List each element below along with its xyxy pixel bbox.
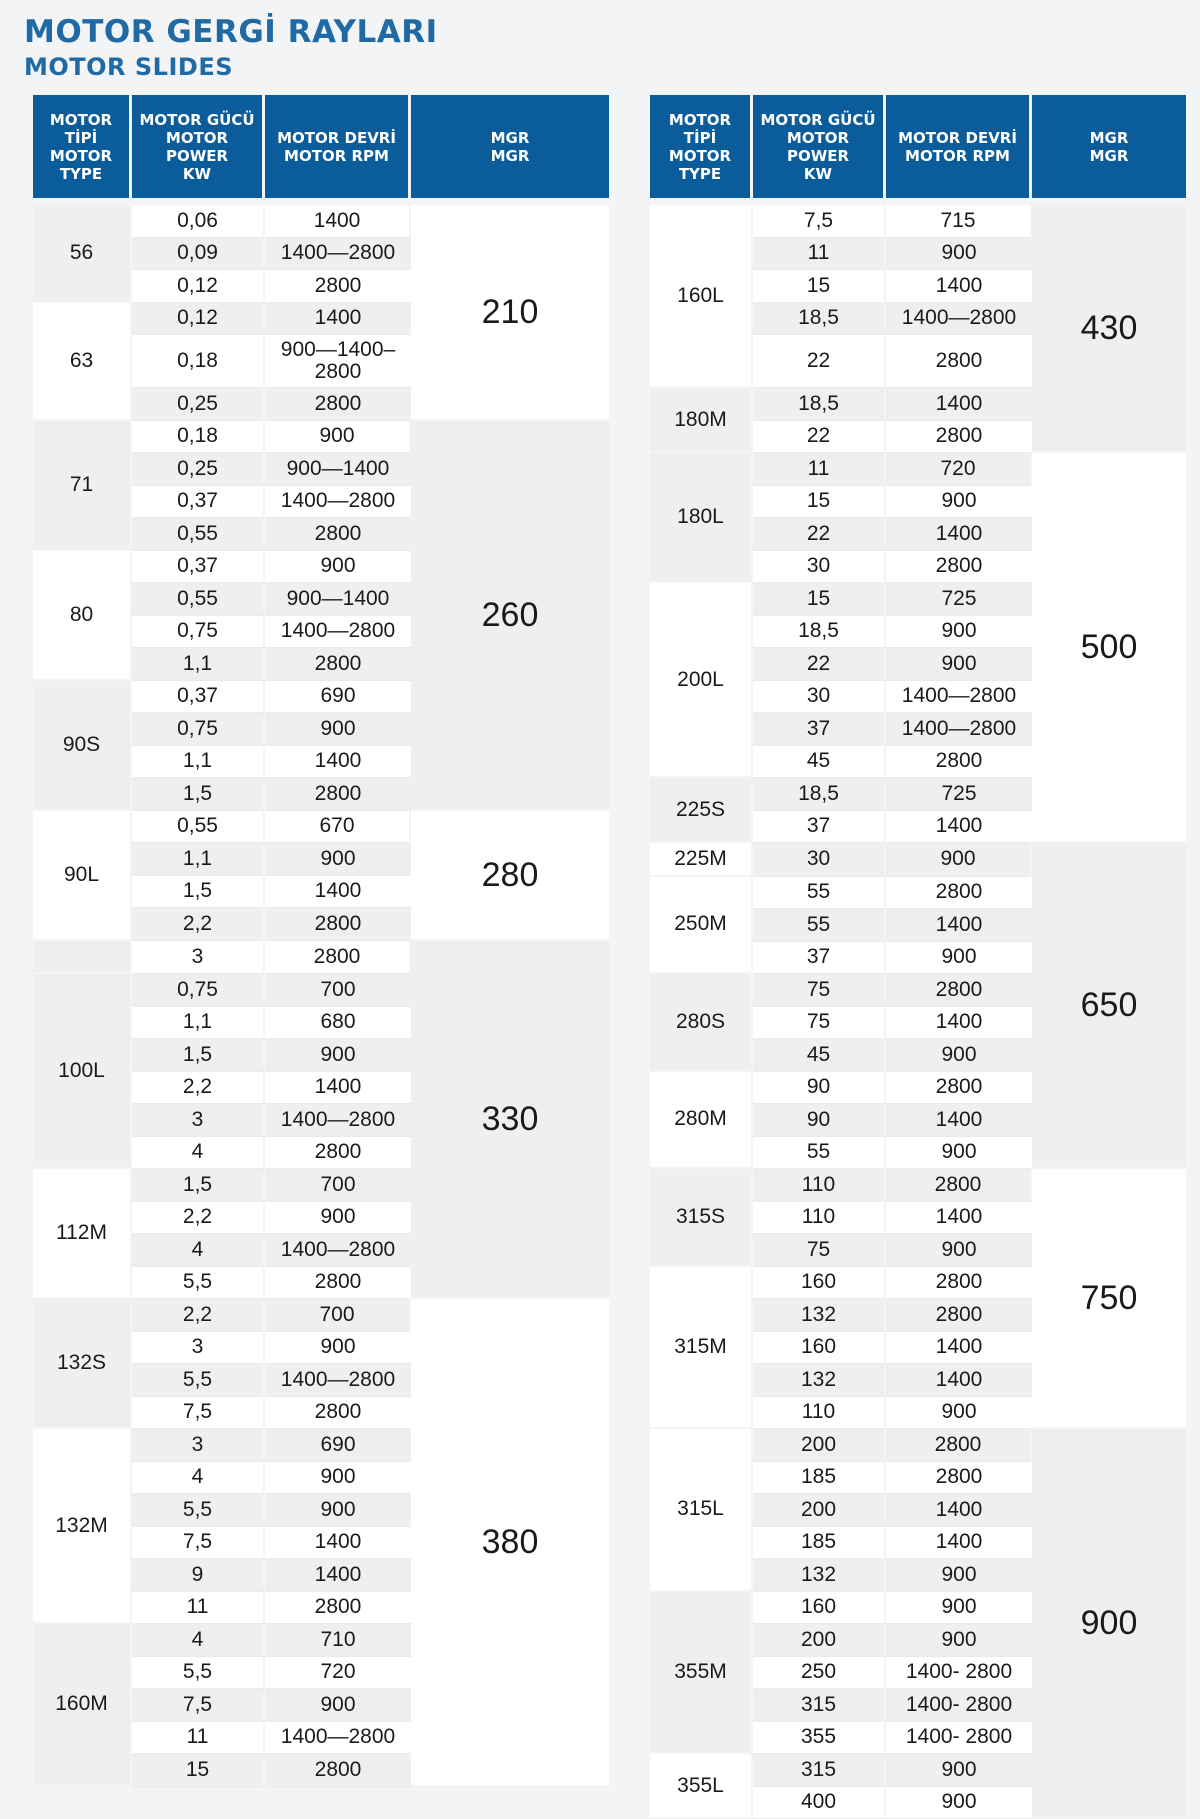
motor-type-cell: 355L — [650, 1754, 753, 1819]
motor-power-cell: 200 — [753, 1494, 886, 1527]
motor-rpm-cell: 700 — [265, 1299, 411, 1332]
motor-rpm-cell: 700 — [265, 974, 411, 1007]
motor-type-cell: 180L — [650, 453, 753, 583]
motor-rpm-cell: 715 — [886, 205, 1032, 238]
motor-type-cell: 200L — [650, 583, 753, 778]
motor-power-cell: 0,75 — [132, 616, 265, 649]
motor-rpm-cell: 900 — [265, 1689, 411, 1722]
motor-power-cell: 11 — [753, 453, 886, 486]
motor-type-cell: 90S — [33, 681, 132, 811]
mgr-cell: 330 — [411, 941, 609, 1300]
motor-rpm-cell: 2800 — [265, 388, 411, 421]
motor-power-cell: 0,18 — [132, 335, 265, 388]
mgr-cell: 430 — [1032, 205, 1186, 453]
motor-power-cell: 400 — [753, 1787, 886, 1819]
motor-power-cell: 22 — [753, 648, 886, 681]
motor-power-cell: 75 — [753, 974, 886, 1007]
motor-power-cell: 1,1 — [132, 1007, 265, 1040]
motor-rpm-cell: 2800 — [265, 1754, 411, 1787]
motor-power-cell: 11 — [753, 238, 886, 271]
motor-rpm-cell: 2800 — [265, 1397, 411, 1430]
motor-rpm-cell: 2800 — [886, 551, 1032, 584]
motor-rpm-cell: 2800 — [265, 908, 411, 941]
motor-power-cell: 22 — [753, 421, 886, 454]
motor-rpm-cell: 900—1400– 2800 — [265, 335, 411, 388]
motor-rpm-cell: 1400—2800 — [265, 1234, 411, 1267]
motor-power-cell: 5,5 — [132, 1364, 265, 1397]
motor-rpm-cell: 900 — [886, 942, 1032, 975]
motor-rpm-cell: 900 — [886, 648, 1032, 681]
motor-power-cell: 0,12 — [132, 303, 265, 336]
motor-rpm-cell: 900 — [886, 1787, 1032, 1819]
motor-power-cell: 37 — [753, 811, 886, 844]
motor-power-cell: 30 — [753, 681, 886, 714]
motor-rpm-cell: 1400—2800 — [886, 713, 1032, 746]
motor-power-cell: 7,5 — [753, 205, 886, 238]
motor-rpm-cell: 2800 — [265, 648, 411, 681]
page-title: MOTOR GERGİ RAYLARI — [24, 14, 438, 50]
motor-type-cell: 315L — [650, 1429, 753, 1592]
table-row — [650, 843, 1186, 877]
motor-rpm-cell: 900—1400 — [265, 453, 411, 486]
motor-rpm-cell: 2800 — [265, 1592, 411, 1625]
mgr-cell: 500 — [1032, 453, 1186, 843]
table-row — [33, 941, 609, 975]
motor-type-cell: 132M — [33, 1429, 132, 1624]
page-subtitle: MOTOR SLIDES — [24, 53, 233, 81]
motor-rpm-cell: 1400 — [265, 205, 411, 238]
motor-type-cell: 315M — [650, 1267, 753, 1430]
motor-type-cell: 355M — [650, 1592, 753, 1755]
motor-type-cell: 280S — [650, 974, 753, 1072]
motor-power-cell: 75 — [753, 1007, 886, 1040]
motor-type-cell: 160M — [33, 1624, 132, 1787]
motor-power-cell: 132 — [753, 1364, 886, 1397]
motor-power-cell: 315 — [753, 1754, 886, 1787]
motor-rpm-cell: 900 — [265, 421, 411, 454]
motor-power-cell: 1,5 — [132, 778, 265, 811]
motor-rpm-cell: 2800 — [886, 877, 1032, 910]
motor-power-cell: 30 — [753, 843, 886, 877]
header-motor-type: MOTOR TİPİ MOTOR TYPE — [650, 95, 753, 198]
motor-power-cell: 1,5 — [132, 876, 265, 909]
motor-power-cell: 9 — [132, 1559, 265, 1592]
motor-rpm-cell: 720 — [265, 1657, 411, 1690]
motor-rpm-cell: 1400—2800 — [265, 1364, 411, 1397]
motor-power-cell: 200 — [753, 1429, 886, 1462]
motor-power-cell: 37 — [753, 713, 886, 746]
motor-rpm-cell: 690 — [265, 681, 411, 714]
motor-power-cell: 11 — [132, 1722, 265, 1755]
mgr-cell: 260 — [411, 421, 609, 811]
motor-rpm-cell: 725 — [886, 778, 1032, 811]
motor-power-cell: 315 — [753, 1689, 886, 1722]
motor-rpm-cell: 2800 — [886, 1462, 1032, 1495]
mgr-cell: 750 — [1032, 1169, 1186, 1429]
motor-power-cell: 4 — [132, 1137, 265, 1170]
motor-power-cell: 0,55 — [132, 518, 265, 551]
motor-power-cell: 0,25 — [132, 388, 265, 421]
header-mgr: MGR MGR — [411, 95, 609, 198]
motor-power-cell: 90 — [753, 1072, 886, 1105]
motor-rpm-cell: 1400 — [886, 1202, 1032, 1235]
motor-power-cell: 3 — [132, 941, 265, 975]
motor-rpm-cell: 1400 — [265, 1527, 411, 1560]
motor-power-cell: 22 — [753, 335, 886, 388]
motor-power-cell: 110 — [753, 1202, 886, 1235]
motor-slides-table-left — [33, 95, 609, 1787]
motor-rpm-cell: 1400- 2800 — [886, 1722, 1032, 1755]
motor-power-cell: 15 — [753, 486, 886, 519]
motor-power-cell: 2,2 — [132, 1072, 265, 1105]
motor-power-cell: 15 — [753, 270, 886, 303]
motor-power-cell: 18,5 — [753, 388, 886, 421]
motor-rpm-cell: 720 — [886, 453, 1032, 486]
motor-power-cell: 0,37 — [132, 486, 265, 519]
motor-power-cell: 5,5 — [132, 1494, 265, 1527]
motor-rpm-cell: 2800 — [886, 335, 1032, 388]
motor-power-cell: 5,5 — [132, 1267, 265, 1300]
motor-power-cell: 0,25 — [132, 453, 265, 486]
motor-rpm-cell: 900 — [265, 1462, 411, 1495]
motor-type-cell: 56 — [33, 205, 132, 303]
motor-type-cell: 280M — [650, 1072, 753, 1170]
motor-type-cell: 225M — [650, 843, 753, 877]
motor-rpm-cell: 900 — [265, 713, 411, 746]
motor-power-cell: 110 — [753, 1397, 886, 1430]
motor-type-cell: 63 — [33, 303, 132, 421]
motor-power-cell: 55 — [753, 1137, 886, 1170]
motor-type-cell: 80 — [33, 551, 132, 681]
motor-power-cell: 185 — [753, 1462, 886, 1495]
motor-rpm-cell: 1400 — [886, 1364, 1032, 1397]
motor-rpm-cell: 900 — [886, 1397, 1032, 1430]
motor-rpm-cell: 670 — [265, 811, 411, 844]
mgr-cell: 210 — [411, 205, 609, 421]
motor-rpm-cell: 1400 — [886, 1332, 1032, 1365]
motor-rpm-cell: 900 — [886, 486, 1032, 519]
motor-rpm-cell: 710 — [265, 1624, 411, 1657]
motor-rpm-cell: 1400 — [886, 518, 1032, 551]
motor-power-cell: 0,37 — [132, 681, 265, 714]
motor-rpm-cell: 900 — [265, 1494, 411, 1527]
motor-rpm-cell: 2800 — [886, 1169, 1032, 1202]
motor-rpm-cell: 900 — [886, 238, 1032, 271]
motor-power-cell: 0,12 — [132, 270, 265, 303]
motor-type-cell: 100L — [33, 974, 132, 1169]
motor-power-cell: 185 — [753, 1527, 886, 1560]
motor-power-cell: 3 — [132, 1429, 265, 1462]
motor-rpm-cell: 2800 — [265, 270, 411, 303]
motor-rpm-cell: 725 — [886, 583, 1032, 616]
motor-power-cell: 250 — [753, 1657, 886, 1690]
motor-power-cell: 1,1 — [132, 843, 265, 876]
motor-power-cell: 30 — [753, 551, 886, 584]
motor-rpm-cell: 1400 — [886, 1527, 1032, 1560]
motor-rpm-cell: 900 — [886, 1624, 1032, 1657]
motor-rpm-cell: 1400 — [886, 388, 1032, 421]
table-row — [33, 811, 609, 844]
motor-rpm-cell: 900 — [265, 1202, 411, 1235]
motor-rpm-cell: 900 — [886, 1592, 1032, 1625]
header-motor-type: MOTOR TİPİ MOTOR TYPE — [33, 95, 132, 198]
motor-rpm-cell: 900 — [265, 843, 411, 876]
motor-power-cell: 1,5 — [132, 1169, 265, 1202]
table-row — [33, 205, 609, 238]
motor-rpm-cell: 1400 — [265, 1559, 411, 1592]
motor-rpm-cell: 1400—2800 — [886, 681, 1032, 714]
motor-type-cell: 160L — [650, 205, 753, 388]
motor-rpm-cell: 1400 — [886, 909, 1032, 942]
motor-power-cell: 3 — [132, 1332, 265, 1365]
motor-power-cell: 4 — [132, 1234, 265, 1267]
table-row — [650, 205, 1186, 238]
motor-power-cell: 18,5 — [753, 303, 886, 336]
mgr-cell: 280 — [411, 811, 609, 941]
motor-rpm-cell: 680 — [265, 1007, 411, 1040]
motor-power-cell: 0,06 — [132, 205, 265, 238]
table-row — [33, 421, 609, 454]
motor-power-cell: 0,75 — [132, 713, 265, 746]
motor-power-cell: 2,2 — [132, 1299, 265, 1332]
motor-power-cell: 0,18 — [132, 421, 265, 454]
motor-power-cell: 4 — [132, 1462, 265, 1495]
motor-rpm-cell: 690 — [265, 1429, 411, 1462]
motor-rpm-cell: 2800 — [886, 1429, 1032, 1462]
motor-power-cell: 132 — [753, 1559, 886, 1592]
motor-rpm-cell: 1400 — [886, 811, 1032, 844]
motor-power-cell: 0,37 — [132, 551, 265, 584]
motor-slides-table-right — [650, 95, 1186, 1819]
motor-rpm-cell: 900 — [265, 1039, 411, 1072]
motor-type-cell: 180M — [650, 388, 753, 453]
motor-power-cell: 4 — [132, 1624, 265, 1657]
motor-rpm-cell: 2800 — [886, 974, 1032, 1007]
motor-power-cell: 132 — [753, 1299, 886, 1332]
table-row — [650, 453, 1186, 486]
motor-power-cell: 55 — [753, 877, 886, 910]
motor-type-cell: 132S — [33, 1299, 132, 1429]
motor-rpm-cell: 2800 — [265, 518, 411, 551]
motor-power-cell: 7,5 — [132, 1397, 265, 1430]
motor-power-cell: 22 — [753, 518, 886, 551]
motor-power-cell: 2,2 — [132, 1202, 265, 1235]
motor-rpm-cell: 1400- 2800 — [886, 1657, 1032, 1690]
motor-type-cell: 315S — [650, 1169, 753, 1267]
motor-rpm-cell: 2800 — [886, 1072, 1032, 1105]
motor-power-cell: 0,75 — [132, 974, 265, 1007]
motor-power-cell: 45 — [753, 1039, 886, 1072]
motor-power-cell: 45 — [753, 746, 886, 779]
motor-rpm-cell: 1400 — [265, 303, 411, 336]
motor-rpm-cell: 900 — [886, 1754, 1032, 1787]
motor-power-cell: 75 — [753, 1234, 886, 1267]
motor-rpm-cell: 1400—2800 — [265, 238, 411, 271]
motor-rpm-cell: 1400—2800 — [265, 616, 411, 649]
motor-power-cell: 110 — [753, 1169, 886, 1202]
motor-rpm-cell: 1400 — [265, 746, 411, 779]
motor-rpm-cell: 1400 — [886, 1104, 1032, 1137]
motor-rpm-cell: 2800 — [265, 941, 411, 975]
motor-power-cell: 5,5 — [132, 1657, 265, 1690]
motor-power-cell: 1,1 — [132, 746, 265, 779]
header-mgr: MGR MGR — [1032, 95, 1186, 198]
motor-rpm-cell: 2800 — [886, 746, 1032, 779]
motor-rpm-cell: 1400—2800 — [265, 1104, 411, 1137]
motor-type-cell: 71 — [33, 421, 132, 551]
motor-rpm-cell: 1400—2800 — [886, 303, 1032, 336]
motor-type-cell — [33, 941, 132, 975]
motor-rpm-cell: 1400 — [886, 1494, 1032, 1527]
motor-power-cell: 1,1 — [132, 648, 265, 681]
motor-power-cell: 0,55 — [132, 811, 265, 844]
mgr-cell: 380 — [411, 1299, 609, 1787]
motor-rpm-cell: 1400 — [265, 876, 411, 909]
motor-rpm-cell: 2800 — [886, 1299, 1032, 1332]
motor-rpm-cell: 900 — [886, 1234, 1032, 1267]
table-row — [33, 1299, 609, 1332]
motor-type-cell: 225S — [650, 778, 753, 843]
motor-rpm-cell: 1400—2800 — [265, 486, 411, 519]
table-row — [650, 1429, 1186, 1462]
motor-power-cell: 55 — [753, 909, 886, 942]
motor-type-cell: 112M — [33, 1169, 132, 1299]
motor-power-cell: 3 — [132, 1104, 265, 1137]
motor-rpm-cell: 2800 — [265, 778, 411, 811]
header-motor-rpm: MOTOR DEVRİ MOTOR RPM — [265, 95, 411, 198]
motor-power-cell: 160 — [753, 1592, 886, 1625]
motor-rpm-cell: 700 — [265, 1169, 411, 1202]
motor-power-cell: 1,5 — [132, 1039, 265, 1072]
motor-power-cell: 18,5 — [753, 778, 886, 811]
motor-power-cell: 355 — [753, 1722, 886, 1755]
motor-rpm-cell: 900 — [886, 843, 1032, 877]
table-row — [650, 1169, 1186, 1202]
motor-rpm-cell: 1400 — [886, 1007, 1032, 1040]
motor-power-cell: 15 — [132, 1754, 265, 1787]
motor-rpm-cell: 900 — [886, 1137, 1032, 1170]
mgr-cell: 650 — [1032, 843, 1186, 1169]
motor-power-cell: 15 — [753, 583, 886, 616]
motor-power-cell: 0,09 — [132, 238, 265, 271]
motor-rpm-cell: 900 — [886, 1039, 1032, 1072]
motor-power-cell: 2,2 — [132, 908, 265, 941]
motor-power-cell: 18,5 — [753, 616, 886, 649]
motor-power-cell: 90 — [753, 1104, 886, 1137]
motor-power-cell: 200 — [753, 1624, 886, 1657]
mgr-cell: 900 — [1032, 1429, 1186, 1819]
motor-rpm-cell: 900 — [265, 1332, 411, 1365]
motor-power-cell: 0,55 — [132, 583, 265, 616]
motor-rpm-cell: 900 — [886, 1559, 1032, 1592]
motor-power-cell: 11 — [132, 1592, 265, 1625]
motor-power-cell: 7,5 — [132, 1527, 265, 1560]
motor-rpm-cell: 2800 — [265, 1267, 411, 1300]
header-motor-rpm: MOTOR DEVRİ MOTOR RPM — [886, 95, 1032, 198]
motor-rpm-cell: 1400 — [886, 270, 1032, 303]
motor-type-cell: 90L — [33, 811, 132, 941]
motor-power-cell: 160 — [753, 1267, 886, 1300]
motor-rpm-cell: 2800 — [886, 1267, 1032, 1300]
motor-rpm-cell: 2800 — [886, 421, 1032, 454]
motor-power-cell: 160 — [753, 1332, 886, 1365]
header-motor-power: MOTOR GÜCÜ MOTOR POWER KW — [753, 95, 886, 198]
motor-power-cell: 37 — [753, 942, 886, 975]
motor-power-cell: 7,5 — [132, 1689, 265, 1722]
motor-type-cell: 250M — [650, 877, 753, 975]
motor-rpm-cell: 900—1400 — [265, 583, 411, 616]
motor-rpm-cell: 1400- 2800 — [886, 1689, 1032, 1722]
motor-rpm-cell: 2800 — [265, 1137, 411, 1170]
motor-rpm-cell: 900 — [886, 616, 1032, 649]
motor-rpm-cell: 1400—2800 — [265, 1722, 411, 1755]
motor-rpm-cell: 900 — [265, 551, 411, 584]
motor-rpm-cell: 1400 — [265, 1072, 411, 1105]
header-motor-power: MOTOR GÜCÜ MOTOR POWER KW — [132, 95, 265, 198]
